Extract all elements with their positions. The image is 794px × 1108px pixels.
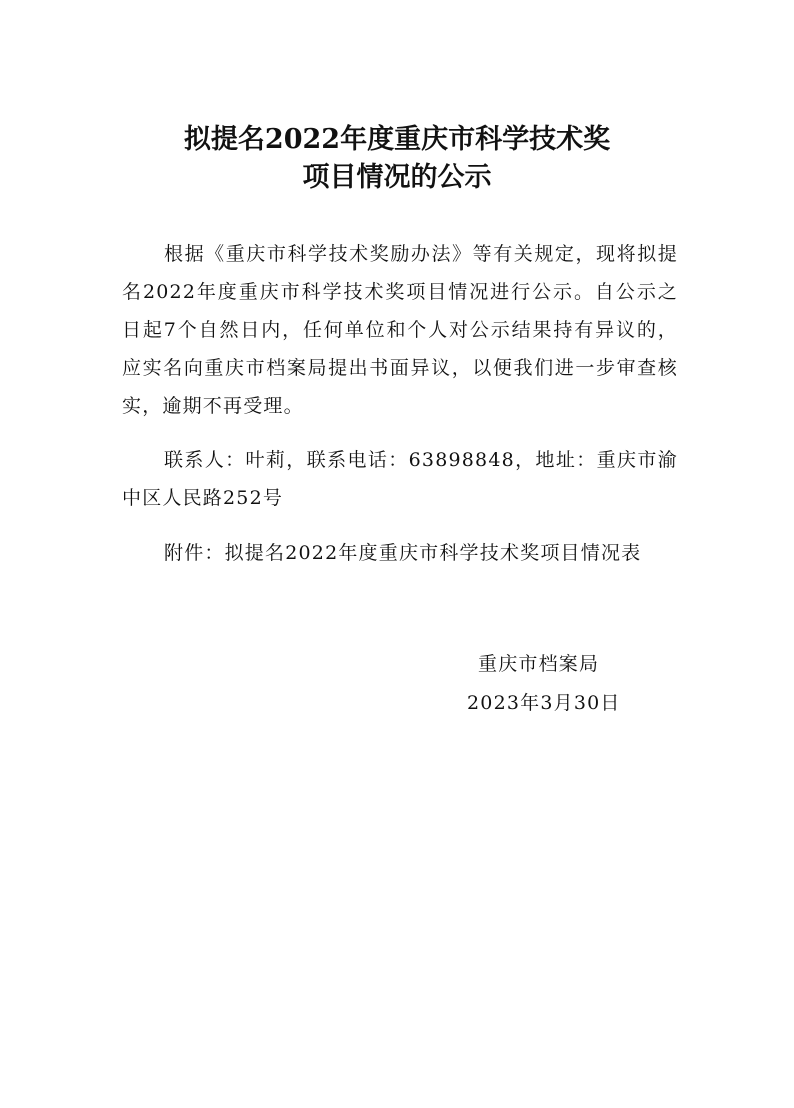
signature-organization: 重庆市档案局 — [478, 653, 600, 675]
paragraph-announcement: 根据《重庆市科学技术奖励办法》等有关规定，现将拟提名2022年度重庆市科学技术奖项目情况进行公示。自公示之日起7个自然日内，任何单位和个人对公示结果持有异议的，应实名向重庆市档案局提出书面异议，以便我们进一步审查核实，逾期不再受理。 — [122, 243, 678, 417]
paragraph-contact: 联系人：叶莉，联系电话：63898848，地址：重庆市渝中区人民路252号 — [122, 449, 678, 509]
paragraph-attachment: 附件：拟提名2022年度重庆市科学技术奖项目情况表 — [164, 542, 642, 564]
signature-date: 2023年3月30日 — [467, 692, 621, 714]
document-title-line2: 项目情况的公示 — [302, 162, 492, 193]
document-title-line1: 拟提名2022年度重庆市科学技术奖 — [183, 124, 611, 155]
